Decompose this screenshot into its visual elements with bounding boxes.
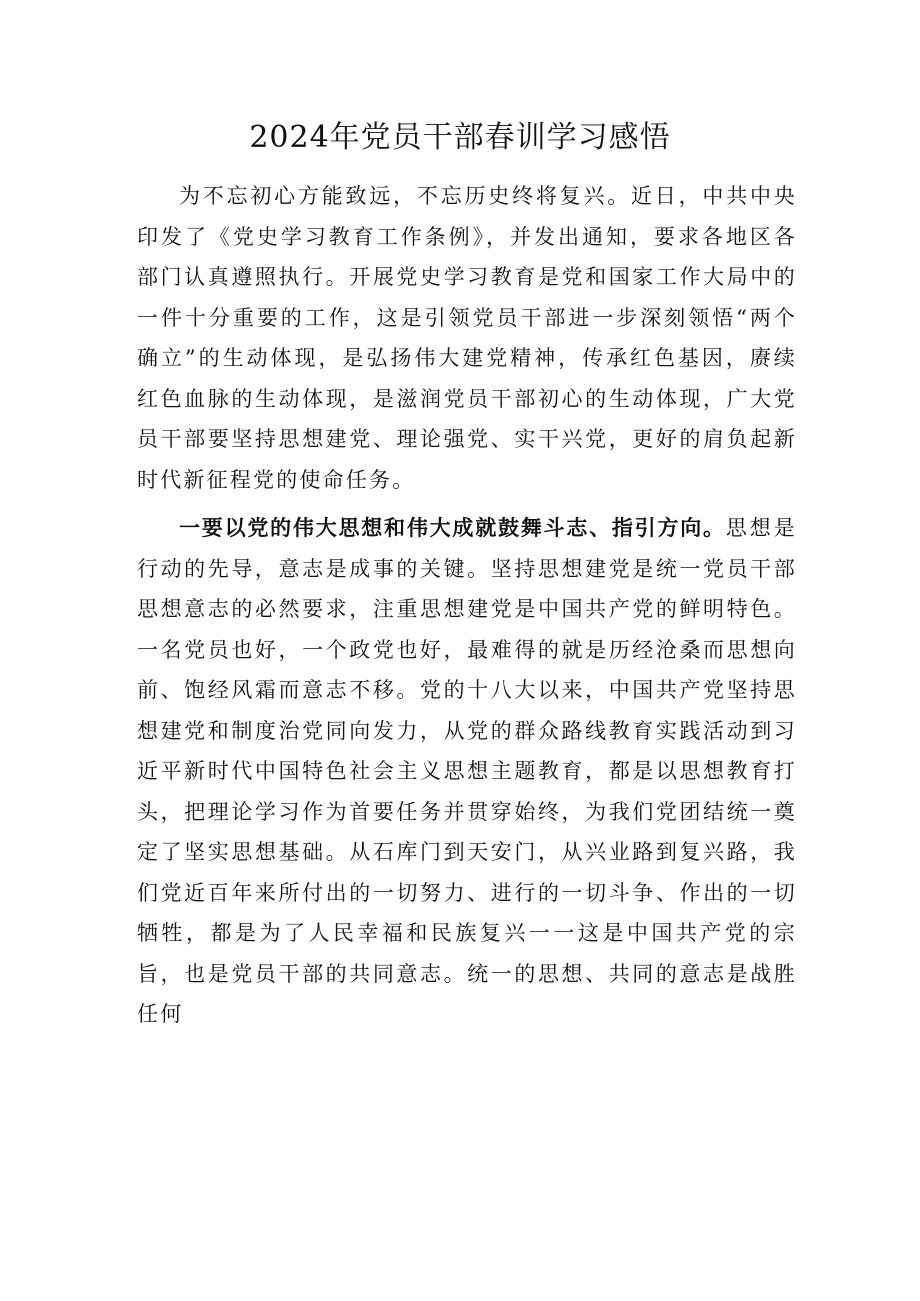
paragraph-2-lead: 一要以党的伟大思想和伟大成就鼓舞斗志、指引方向。 xyxy=(179,515,726,540)
paragraph-1: 为不忘初心方能致远，不忘历史终将复兴。近日，中共中央印发了《党史学习教育工作条例》，并发出通知，要求各地区各部门认真遵照执行。开展党史学习教育是党和国家工作大局中的一件十分重要的工作，这是引领党员干部进一步深刻领悟“两个确立”的生动体现，是弘扬伟大建党精神，传承红色基因，赓续红色血脉的生动体现，是滋润党员干部初心的生动体现，广大党员干部要坚持思想建党、理论强党、实干兴党，更好的肩负起新时代新征程党的使命任务。 xyxy=(137,184,797,492)
paragraph-2 xyxy=(137,508,797,1035)
document-title: 2024年党员干部春训学习感悟 xyxy=(249,120,671,155)
document-body xyxy=(137,176,797,1035)
paragraph-2-body: 思想是行动的先导，意志是成事的关键。坚持思想建党是统一党员干部思想意志的必然要求，注重思想建党是中国共产党的鲜明特色。一名党员也好，一个政党也好，最难得的就是历经沧桑而思想向前、饱经风霜而意志不移。党的十八大以来，中国共产党坚持思想建党和制度治党同向发力，从党的群众路线教育实践活动到习近平新时代中国特色社会主义思想主题教育，都是以思想教育打头，把理论学习作为首要任务并贯穿始终，为我们党团结统一奠定了坚实思想基础。从石库门到天安门，从兴业路到复兴路，我们党近百年来所付出的一切努力、进行的一切斗争、作出的一切牺牲，都是为了人民幸福和民族复兴一一这是中国共产党的宗旨，也是党员干部的共同意志。统一的思想、共同的意志是战胜任何 xyxy=(137,516,797,1026)
